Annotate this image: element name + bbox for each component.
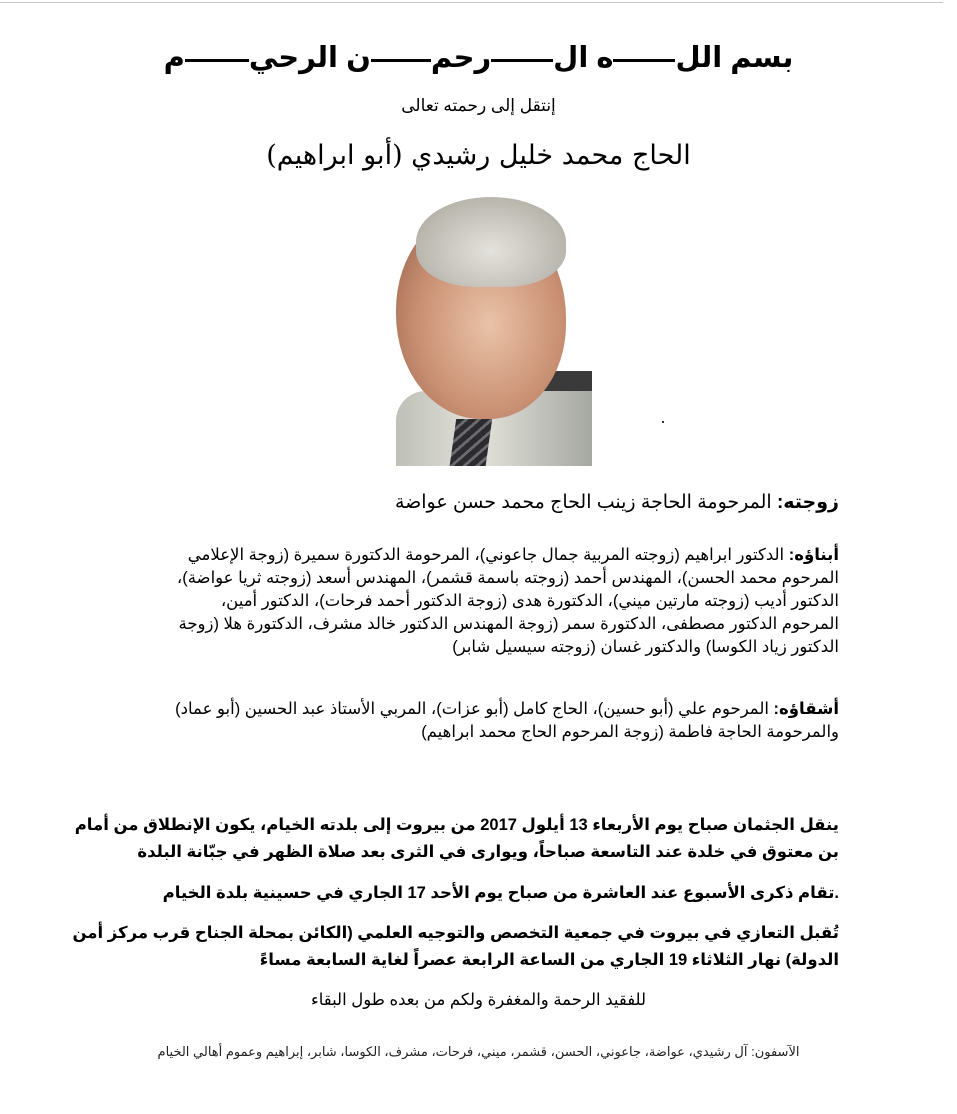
basmala-word-3-mid: رحم [430, 42, 492, 74]
sons-label: أبناؤه: [788, 546, 839, 564]
basmala-word-4 [164, 42, 338, 74]
siblings-label: أشقاؤه: [773, 700, 839, 718]
stray-dot [662, 421, 664, 423]
portrait-hair [416, 197, 566, 287]
sons-line-text: الدكتور ابراهيم (زوجته المربية جمال جاعوني)، المرحومة الدكتورة سميرة (زوجة الإعلامي [187, 546, 789, 564]
siblings-line: والمرحومة الحاجة فاطمة (زوجة المرحوم الحاج محمد ابراهيم) [421, 723, 839, 741]
funeral-paragraph [74, 812, 839, 866]
condolence-line: الدولة) نهار الثلاثاء 19 الجاري من الساعة الرابعة عصراً لغاية السابعة مساءً [259, 951, 839, 969]
tatweel-stroke [371, 59, 431, 62]
basmala-word-2-end: ه [596, 42, 614, 74]
wife-text: المرحومة الحاجة زينب الحاج محمد حسن عواضة [394, 492, 777, 513]
basmala-word-4-start: الرحي [248, 42, 338, 74]
siblings-paragraph [119, 698, 839, 744]
sons-line [119, 544, 839, 567]
basmala-word-3-end: ن [346, 42, 371, 74]
tatweel-stroke [613, 59, 675, 62]
basmala-word-1: بسم [730, 42, 794, 74]
basmala-heading [0, 40, 957, 75]
funeral-line: ينقل الجثمان صباح يوم الأربعاء 13 أيلول 2017 من بيروت إلى بلدته الخيام، يكون الإنطلاق من أمام [74, 816, 839, 834]
wife-label: زوجته: [776, 492, 839, 513]
sons-line: الدكتور زياد الكوسا) والدكتور غسان (زوجته سيسيل شابر) [452, 638, 839, 656]
tatweel-stroke [491, 59, 553, 62]
mourners-line: الآسفون: آل رشيدي، عواضة، جاعوني، الحسن، قشمر، ميني، فرحات، مشرف، الكوسا، شابر، إبراهيم وعموم أهالي الخيام [157, 1044, 800, 1059]
wife-paragraph [119, 490, 839, 516]
sons-line: المرحوم محمد الحسن)، المهندس أحمد (زوجته باسمة قشمر)، المهندس أسعد (زوجته ثريا عواضة)، [176, 569, 839, 587]
passed-away-note: إنتقل إلى رحمته تعالى [401, 96, 556, 115]
portrait-tie [448, 419, 492, 466]
siblings-line-text: المرحوم علي (أبو حسين)، الحاج كامل (أبو عزات)، المربي الأستاذ عبد الحسين (أبو عماد) [175, 700, 774, 718]
siblings-line [119, 698, 839, 721]
basmala-word-3-start: ال [553, 42, 589, 74]
funeral-line: بن معتوق في خلدة عند التاسعة صباحاً، ويوارى في الثرى بعد صلاة الظهر في جبّانة البلدة [137, 843, 839, 861]
basmala-word-2 [596, 42, 722, 74]
deceased-portrait [356, 191, 592, 466]
sons-line: الدكتور أديب (زوجته مارتين ميني)، الدكتورة هدى (زوجة الدكتور أحمد فرحات)، الدكتور أمين، [220, 592, 839, 610]
tatweel-stroke [185, 59, 249, 62]
closing-prayer: للفقيد الرحمة والمغفرة ولكم من بعده طول البقاء [310, 991, 647, 1009]
sons-paragraph [119, 544, 839, 659]
condolence-line: تُقبل التعازي في بيروت في جمعية التخصص والتوجيه العلمي (الكائن بمحلة الجناح قرب مركز أمن [72, 924, 839, 942]
basmala-word-2-start: الل [675, 42, 723, 74]
basmala-word-4-end: م [163, 42, 185, 74]
deceased-name: الحاج محمد خليل رشيدي (أبو ابراهيم) [266, 140, 691, 171]
basmala-word-3 [346, 42, 588, 74]
week-memorial-paragraph: .تقام ذكرى الأسبوع عند العاشرة من صباح يوم الأحد 17 الجاري في حسينية بلدة الخيام [162, 884, 839, 902]
condolence-paragraph [72, 920, 839, 974]
sons-line: المرحوم الدكتور مصطفى، الدكتورة سمر (زوجة المهندس الدكتور خالد مشرف، الدكتورة هلا (زوجة [178, 615, 839, 633]
